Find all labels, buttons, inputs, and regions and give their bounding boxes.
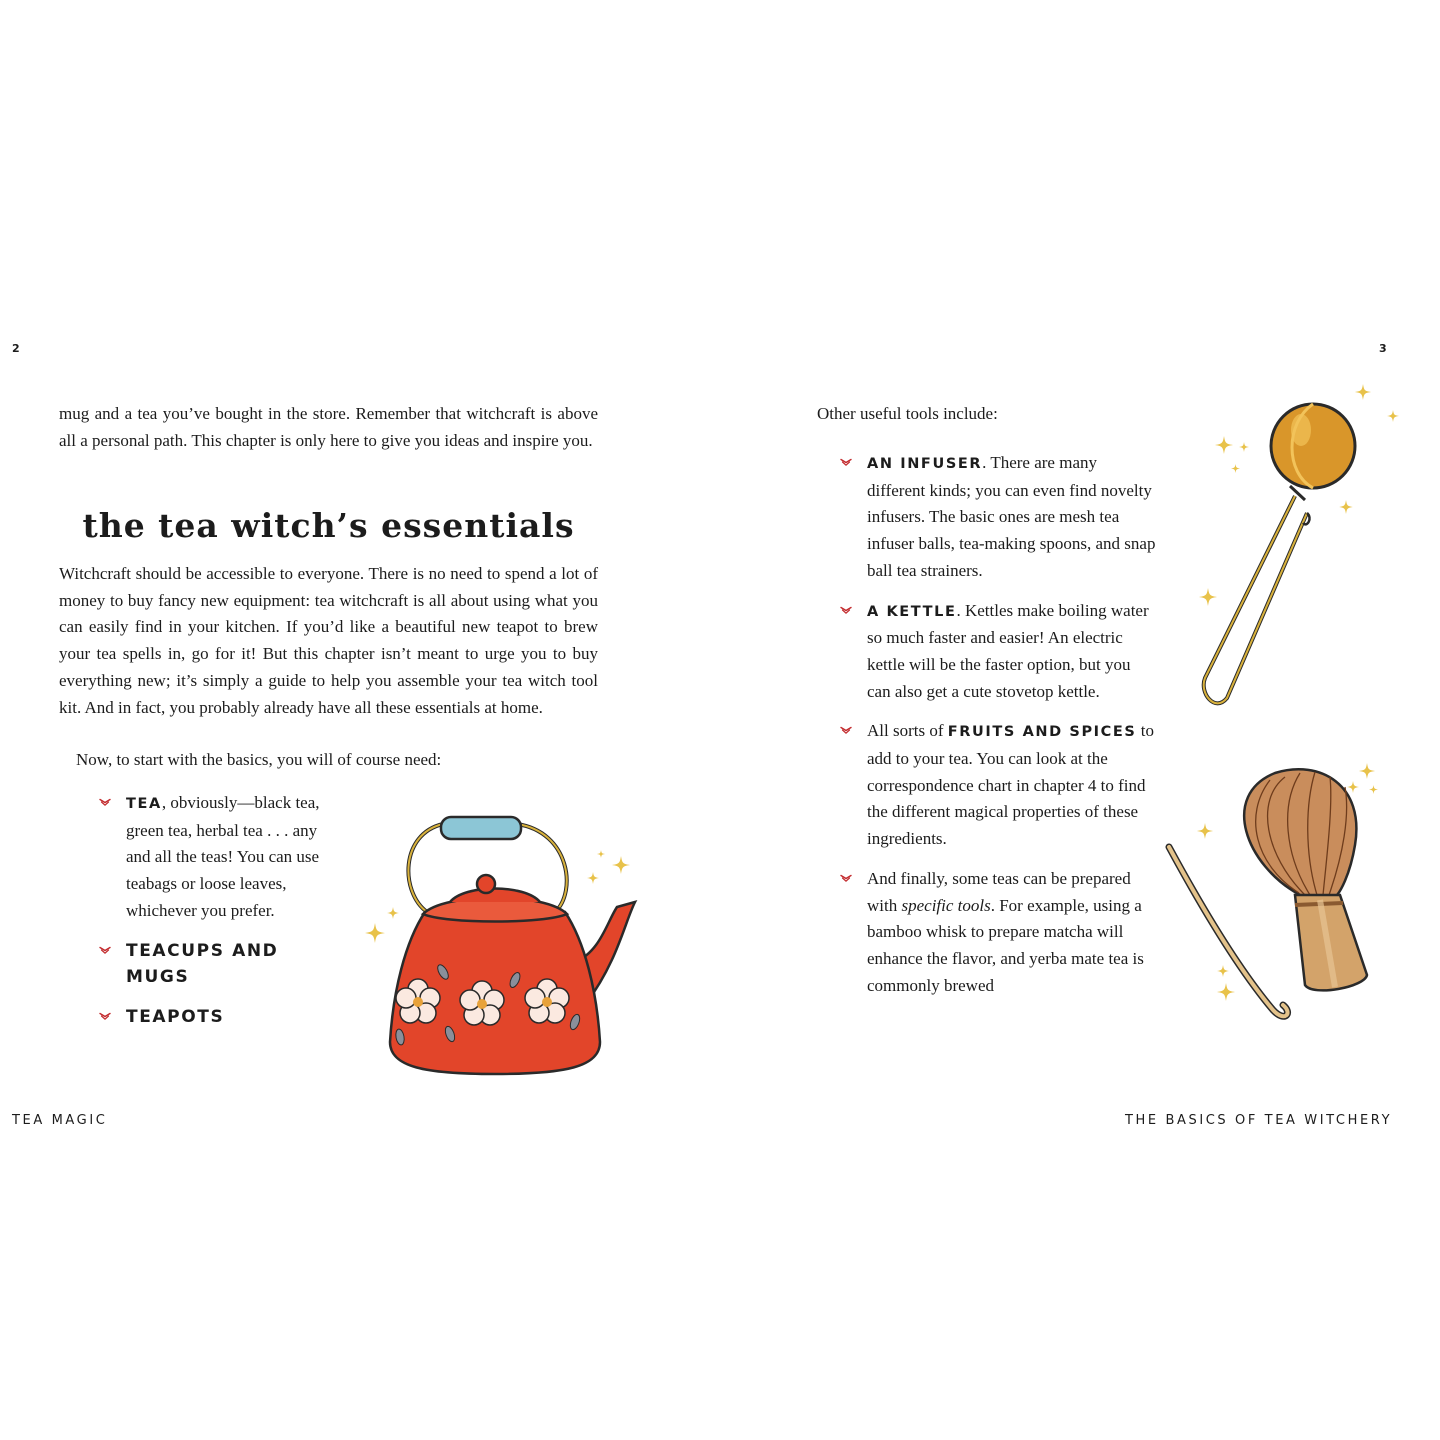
list-item	[867, 718, 1157, 853]
bullet-list-right	[867, 450, 1157, 999]
bullet-icon	[99, 946, 111, 955]
bullet-icon	[840, 458, 852, 467]
bullet-text: to add to your tea. You can look at the correspondence chart in chapter 4 to find the different magical properties of these ingredients.	[867, 721, 1154, 849]
footer-left: TEA MAGIC	[12, 1113, 108, 1128]
list-item	[867, 598, 1157, 706]
list-item	[126, 1004, 331, 1031]
bullet-label: FRUITS AND SPICES	[947, 724, 1137, 741]
list-item	[126, 790, 331, 925]
bullet-icon	[99, 798, 111, 807]
bullet-text: . For example, using a bamboo whisk to prepare matcha will enhance the flavor, and yerba mate tea is commonly brewed	[867, 895, 1144, 995]
bullet-icon	[99, 1012, 111, 1021]
footer-right: THE BASICS OF TEA WITCHERY	[1125, 1113, 1393, 1128]
lead-in-right: Other useful tools include:	[817, 404, 998, 423]
bullet-label: AN INFUSER	[867, 456, 983, 472]
bullet-icon	[840, 726, 852, 735]
section-heading: the tea witch’s essentials	[82, 506, 575, 545]
bullet-label: TEA	[126, 796, 162, 812]
bullet-emphasis: specific tools	[901, 895, 991, 915]
bullet-prefix: And finally, some teas can be prepared with	[867, 868, 1131, 915]
page-number-right: 3	[1379, 342, 1387, 355]
bamboo-whisk-icon	[1155, 755, 1395, 1030]
teapot-icon	[355, 812, 645, 1080]
bullet-label: A KETTLE	[867, 603, 957, 620]
bullet-label: TEAPOTS	[126, 1006, 225, 1027]
bullet-text: . Kettles make boiling water so much faster and easier! An electric kettle will be the faster option, but you can also get a cute stovetop kettle.	[867, 600, 1149, 701]
page-number-left: 2	[12, 342, 20, 355]
bullet-icon	[840, 606, 852, 615]
body-paragraph: Witchcraft should be accessible to everyone. There is no need to spend a lot of money to buy fancy new equipment: tea witchcraft is all about using what you can easily find in your kitchen. If you’d like a beautiful new teapot to brew your tea spells in, go for it! But this chapter isn’t meant to urge you to buy everything new; it’s simply a guide to help you assemble your tea witch tool kit. And in fact, you probably already have all these essentials at home.	[59, 564, 598, 717]
lead-in-left: Now, to start with the basics, you will of course need:	[76, 750, 442, 769]
intro-paragraph: mug and a tea you’ve bought in the store. Remember that witchcraft is above all a personal path. This chapter is only here to give you ideas and inspire you.	[59, 404, 598, 450]
list-item	[867, 450, 1157, 585]
bullet-icon	[840, 874, 852, 883]
bullet-list-left	[126, 790, 331, 1031]
bullet-prefix: All sorts of	[867, 721, 948, 741]
tea-infuser-icon	[1185, 378, 1405, 718]
list-item	[126, 938, 331, 991]
bullet-text: . There are many different kinds; you can even find novelty infusers. The basic ones are mesh tea infuser balls, tea-making spoons, and snap ball tea strainers.	[867, 453, 1156, 580]
bullet-label: TEACUPS AND MUGS	[126, 940, 279, 988]
bullet-text: , obviously—black tea, green tea, herbal tea . . . any and all the teas! You can use teabags or loose leaves, whichever you prefer.	[126, 793, 320, 920]
list-item	[867, 866, 1157, 1000]
